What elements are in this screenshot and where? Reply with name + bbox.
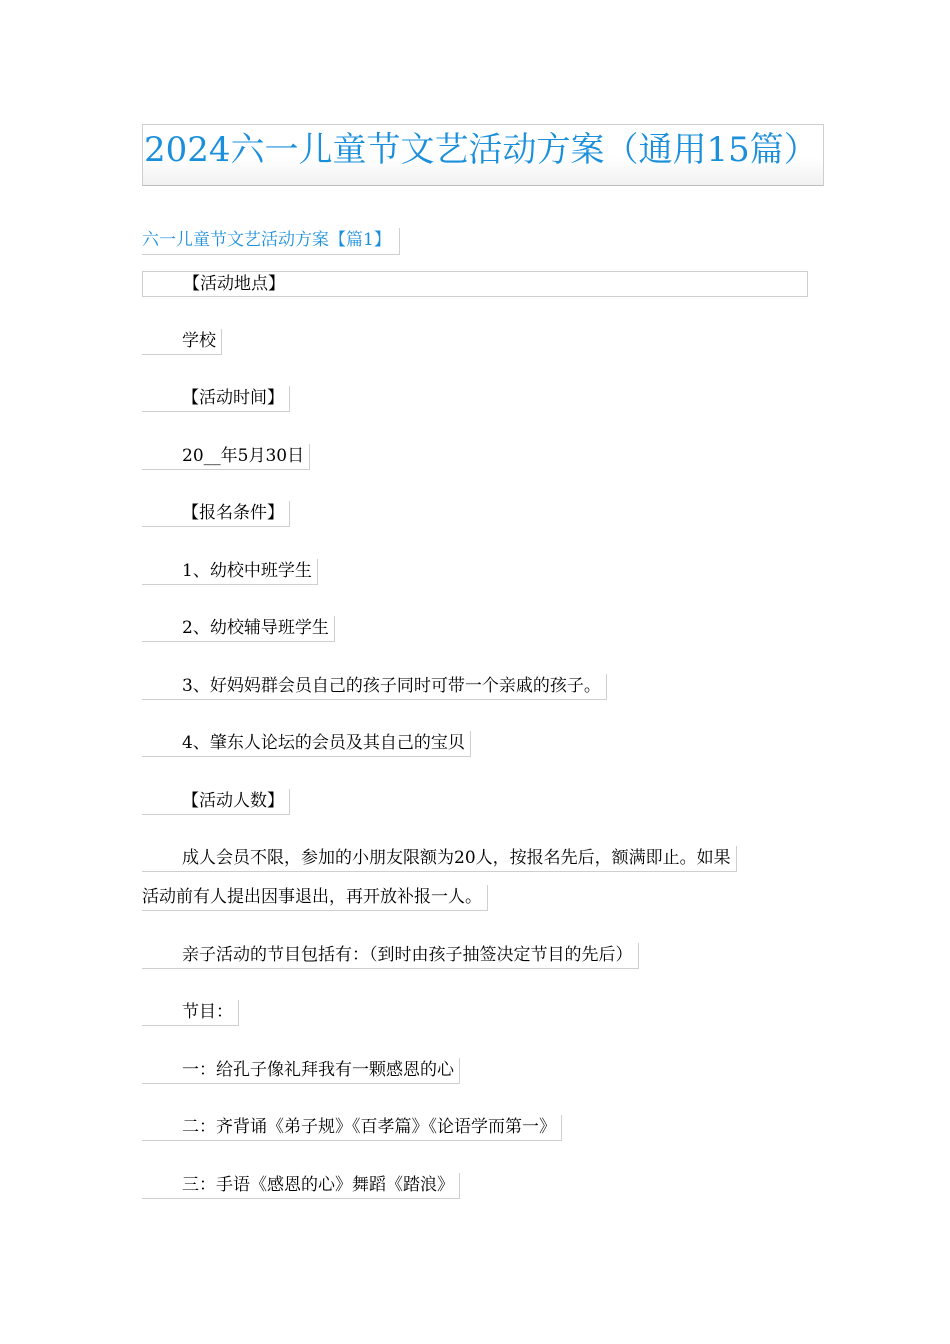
condition-item-1: 1、幼校中班学生 — [142, 559, 318, 585]
text-activity-location: 学校 — [142, 329, 222, 355]
condition-item-2: 2、幼校辅导班学生 — [142, 616, 335, 642]
program-intro: 亲子活动的节目包括有：（到时由孩子抽签决定节目的先后） — [142, 943, 639, 969]
label-participant-count: 【活动人数】 — [142, 789, 290, 815]
label-activity-time: 【活动时间】 — [142, 386, 290, 412]
condition-item-4: 4、肇东人论坛的会员及其自己的宝贝 — [142, 731, 471, 757]
program-item-1: 一：给孔子像礼拜我有一颗感恩的心 — [142, 1058, 460, 1084]
paragraph-participant-count-line-1: 成人会员不限，参加的小朋友限额为20人，按报名先后，额满即止。如果 — [142, 846, 737, 872]
document-title: 2024六一儿童节文艺活动方案（通用15篇） — [142, 124, 824, 186]
label-activity-location: 【活动地点】 — [142, 271, 808, 297]
text-activity-time: 20__年5月30日 — [142, 444, 310, 470]
label-registration-conditions: 【报名条件】 — [142, 501, 290, 527]
paragraph-participant-count-line-2: 活动前有人提出因事退出，再开放补报一人。 — [142, 885, 488, 911]
program-label: 节目： — [142, 1000, 239, 1026]
program-item-3: 三：手语《感恩的心》舞蹈《踏浪》 — [142, 1173, 460, 1199]
condition-item-3: 3、好妈妈群会员自己的孩子同时可带一个亲戚的孩子。 — [142, 674, 607, 700]
program-item-2: 二：齐背诵《弟子规》《百孝篇》《论语学而第一》 — [142, 1115, 562, 1141]
section-heading: 六一儿童节文艺活动方案【篇1】 — [142, 228, 400, 255]
